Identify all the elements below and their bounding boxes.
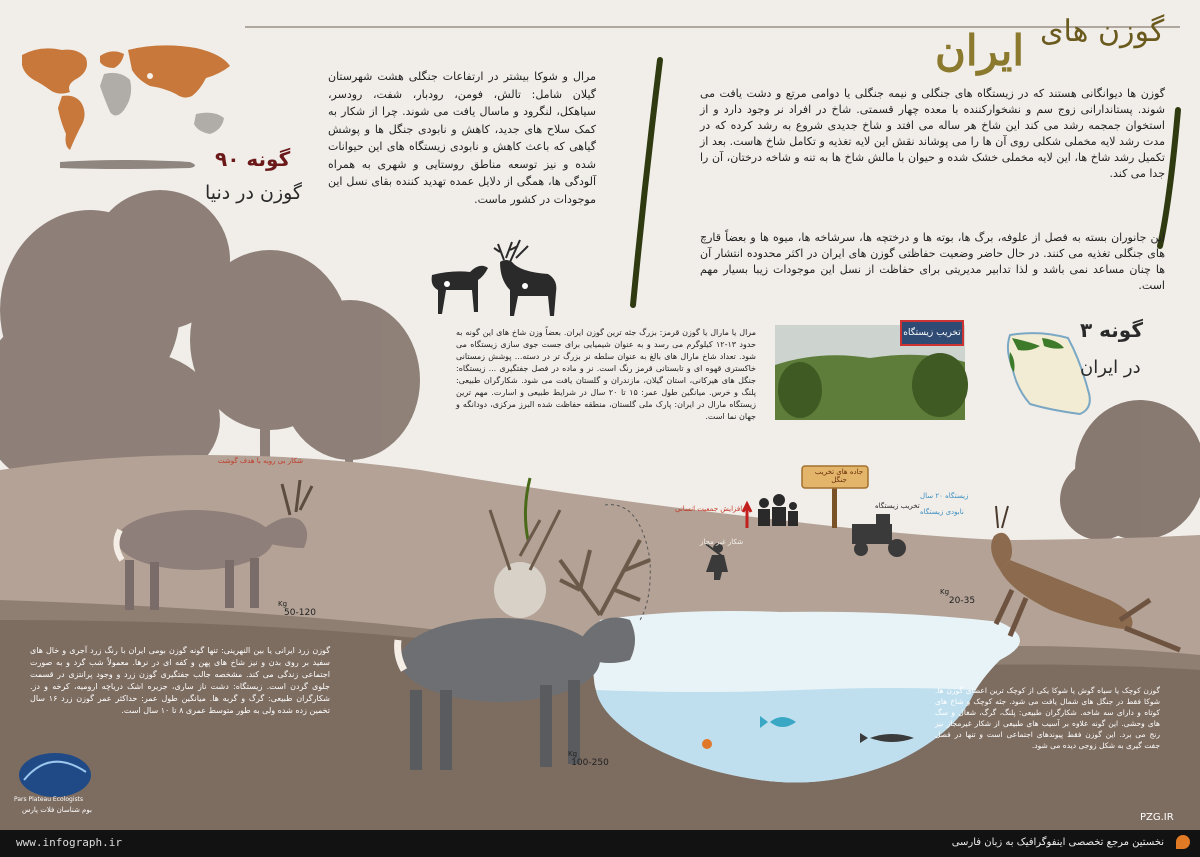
fallow-deer-weight xyxy=(278,600,322,624)
footer-bar xyxy=(0,830,1200,857)
red-tag-annotation: شکار بی رویه با هدف گوشت xyxy=(218,457,304,465)
iran-species-count: ۳ گونه xyxy=(1080,318,1143,342)
fallow-deer-weight-value: 50-120 xyxy=(284,608,316,618)
logo-org-farsi: بوم شناسان فلات پارس xyxy=(22,806,92,814)
weight-unit-label: Kg xyxy=(278,600,288,608)
world-species-label: گوزن در دنیا xyxy=(205,182,302,204)
red-deer-description: مرال یا مارال یا گوزن قرمز: بزرگ جثه ترین گوزن ایران. بعضاً وزن شاخ های این گونه به حدود ۱۳-۱۲ کیلوگرم می رسد و به عنوان شیمیایی برای جست جوی سازی زیستگاه می شود. تعداد شاخ مارال های بالغ به عنوان سلطه نر بزرگ تر در دسته... پوشش زمستانی خاکستری قهوه ای و تابستانی قرمز رنگ است. نر و ماده در فصل جفتگیری ... زیستگاه: جنگل های هیرکانی، استان گیلان، مازندران و گلستان یافت می شود. شکارگران طبیعی: پلنگ و خرس. میانگین طول عمر: ۱۵ تا ۲۰ سال در شرایط طبیعی و اسارت. مهم ترین زیستگاه مارال در ایران: پارک ملی گلستان، منطقه حفاظت شده البرز مرکزی، دودانگه و جهان نما است. xyxy=(456,328,757,421)
organization-logo xyxy=(19,753,91,797)
world-map xyxy=(22,45,230,169)
iran-map xyxy=(1008,333,1090,414)
blue-tag-annotation-1: زیستگاه ۲۰ سال xyxy=(920,492,969,500)
deer-pair-icon xyxy=(432,240,557,316)
people-group-icon xyxy=(758,494,798,526)
footer-tagline: نخستین مرجع تخصصی اینفوگرافیک به زبان فارسی xyxy=(951,837,1164,848)
intro-paragraph-2: این جانوران بسته به فصل از علوفه، برگ ها، بوته ها و درختچه ها، سرشاخه ها، میوه ها و بعضاً قارچ های جنگلی تغذیه می کنند. در حال حاضر وضعیت حفاظتی گوزن های ایران در اکثر محدوده انتشار آن ها چنان مساعد نمی باشد و لذا تدابیر مدیریتی برای حفاظت از نسل این موجودات زیبا بسیار مهم است. xyxy=(700,231,1165,292)
page-title: ایران xyxy=(935,26,1025,75)
habitat-loss-annotation: تخریب زیستگاه xyxy=(875,502,920,510)
watermark: PZG.IR xyxy=(1140,812,1174,823)
weight-unit-label: Kg xyxy=(568,750,578,758)
weight-unit-label: Kg xyxy=(940,588,950,596)
iran-species-label: در ایران xyxy=(1080,357,1141,378)
roe-deer-weight xyxy=(940,588,984,612)
footer-url-link[interactable]: www.infograph.ir xyxy=(16,836,122,849)
population-annotation: افزایش جمعیت انسانی xyxy=(675,505,743,513)
fallow-deer-description: گوزن زرد ایرانی یا بین النهرینی: تنها گونه گوزن بومی ایران با رنگ زرد آجری و خال های سفید بر روی بدن و نیز شاخ های پهن و کفه ای در نرها. معمولاً شب گرد و به صورت اجتماعی زندگی می کند. مشخصه جالب جفتگیری گوزن زرد و وجود پرانتزی در قسمت جلوی گردن است. زیستگاه: دشت ناز ساری، جزیره اشک دریاچه ارومیه، کرخه و دز. شکارگران طبیعی: گرگ و گربه ها. میانگین طول عمر: حداکثر عمر گوزن زرد ۱۶ سال تخمین زده شده ولی به طور متوسط عمری ۸ تا ۱۰ سال است. xyxy=(30,646,331,715)
blue-tag-annotation-2: نابودی زیستگاه xyxy=(920,508,964,516)
red-deer-weight xyxy=(568,750,612,774)
poaching-annotation: شکار غیر مجاز xyxy=(700,538,744,546)
title-line-1: گوزن های xyxy=(1040,14,1165,49)
intro-paragraph-1: گوزن ها دیوانگانی هستند که در زیستگاه های جنگلی و نیمه جنگلی یا دوامی مرتع و دشت یافت می شوند. پستاندارانی زوج سم و نشخوارکننده با معده چهار قسمتی. شاخ در افراد نر وجود دارد و از استخوان جمجمه رشد می کند این شاخ هر ساله می افتد و شاخ جدیدی شروع به رشد کرده که در مدت رشد لایه مخملی شکلی روی آن ها را می پوشاند نقش این لایه تغذیه و تکامل شاخ هاست. بعد از تکمیل رشد شاخ ها، این لایه مخملی خشک شده و حیوان با مالش شاخ ها به تنه و شاخه درختان، آن را جدا می کند. xyxy=(700,87,1165,180)
brush-stroke-left xyxy=(633,60,660,305)
logo-org-english: Pars Plateau Ecologists xyxy=(14,796,84,803)
roe-deer-weight-value: 20-35 xyxy=(948,596,976,606)
world-species-count: ۹۰ گونه xyxy=(215,147,291,171)
roe-deer-description: گوزن کوچک یا سیاه گوش یا شوکا یکی از کوچک ترین اعضای گوزن ها. شوکا فقط در جنگل های شمال یافت می شود. جثه کوچک و شاخ های کوتاه و دارای سه شاخه. شکارگران طبیعی: پلنگ، گرگ، شغال و سگ های وحشی. این گونه علاوه بر آسیب های طبیعی از شکار غیرمجاز نیز رنج می برد. این گوزن فقط پیوندهای اجتماعی است و تنها در فصل جفت گیری به شکل زوجی دیده می شود. xyxy=(935,686,1160,750)
habitat-photo-label: تخریب زیستگاه xyxy=(900,320,964,346)
red-deer-weight-value: 100-250 xyxy=(571,758,609,768)
forest-silhouette-right xyxy=(1060,400,1200,550)
flame-logo-icon xyxy=(1176,835,1190,849)
road-sign-label: جاده های تخریب جنگل xyxy=(814,468,864,484)
habitat-text: مرال و شوکا بیشتر در ارتفاعات جنگلی هشت شهرستان گیلان شامل: تالش، فومن، رودبار، شفت، رودسر، سیاهکل، لنگرود و ماسال یافت می شوند. چرا از شکار به کمک سلاح های جدید، کاهش و نابودی جنگل ها و پوشش گیاهی که باعث کاهش و نابودی زیستگاه های این حیوانات شده و نیز توسعه مناطق روستایی و شهری به همراه آلودگی ها، همگی از دلایل عمده تهدید کننده بقای نسل این موجودات در کشور ماست. xyxy=(328,70,596,206)
orange-marker xyxy=(702,739,712,749)
